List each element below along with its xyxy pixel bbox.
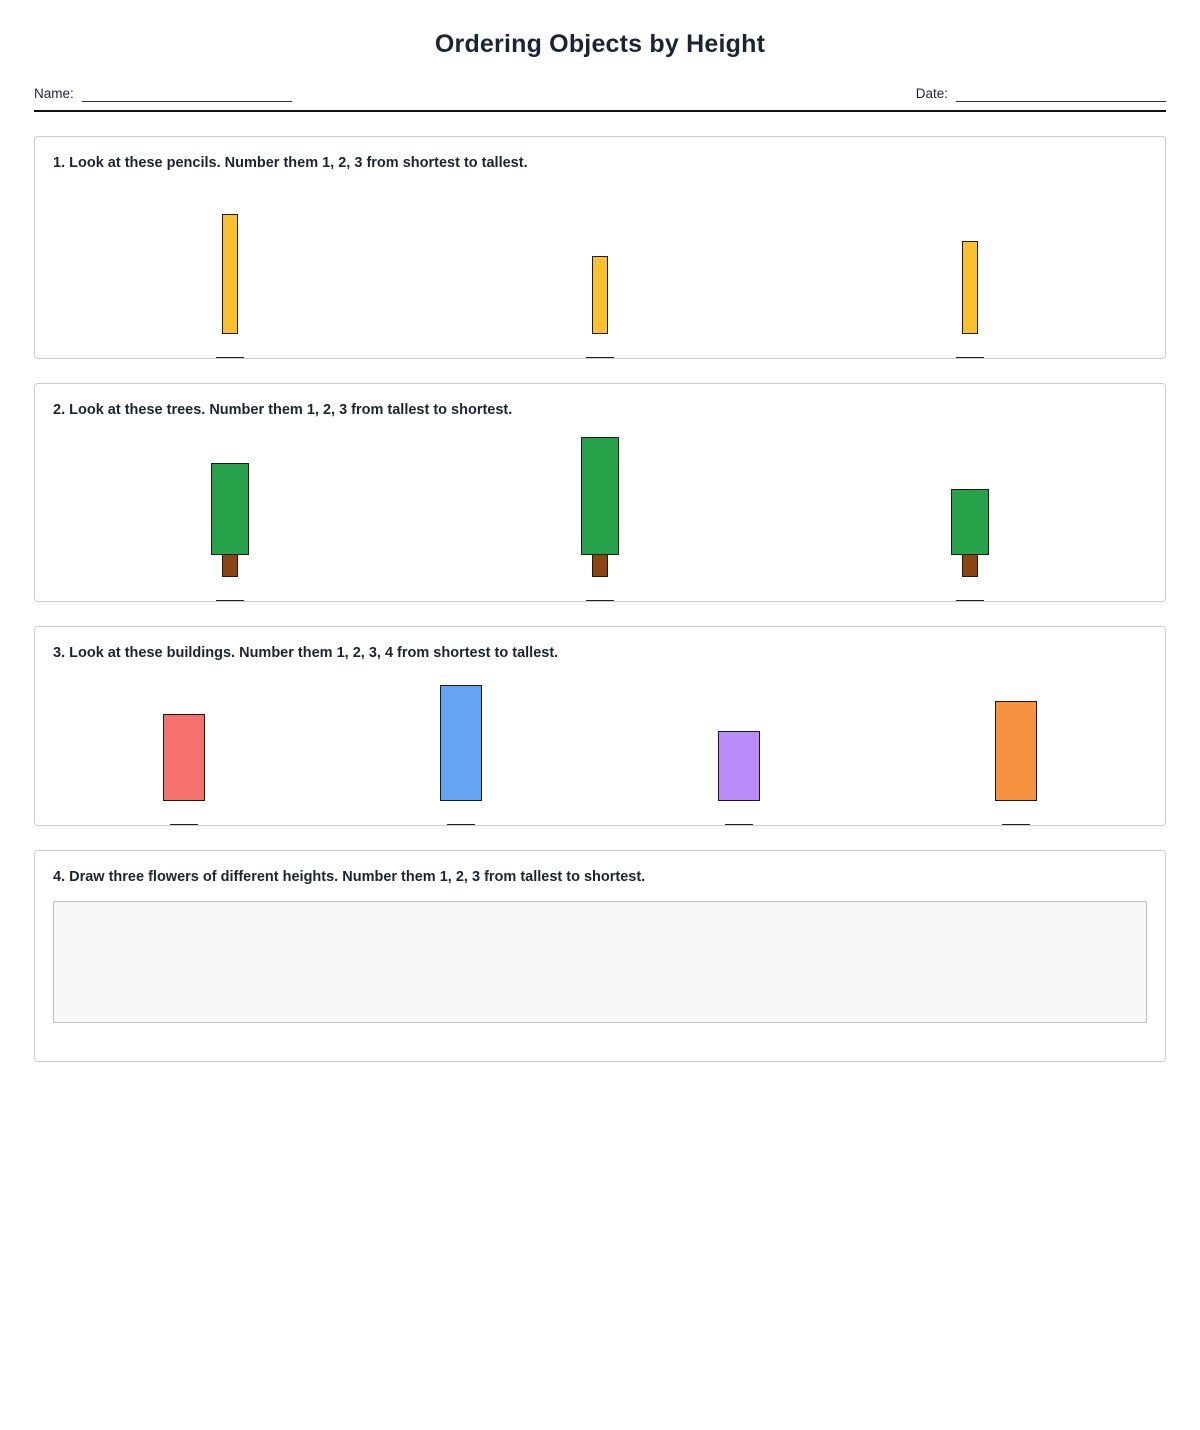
tree-crown [951,489,989,555]
date-field[interactable] [916,87,1166,102]
building-item-2 [440,685,482,825]
tree-item-2 [581,437,619,601]
building-item-4 [995,701,1037,825]
tree-crown [211,463,249,555]
building-icon [995,701,1037,801]
name-date-row [34,87,1166,112]
pencil-item-3 [956,241,984,358]
building-icon [440,685,482,801]
tree-trunk [962,555,978,577]
date-input-line[interactable] [956,88,1166,102]
drawing-area[interactable] [53,901,1147,1023]
tree-trunk [222,555,238,577]
question-2-text: 2. Look at these trees. Number them 1, 2, 3 from tallest to shortest. [53,401,513,418]
answer-blank[interactable] [725,823,753,825]
tree-icon [581,437,619,577]
pencils-row [35,183,1165,358]
name-field[interactable] [34,87,292,102]
date-label: Date: [915,86,948,101]
answer-blank[interactable] [956,356,984,358]
answer-blank[interactable] [170,823,198,825]
building-item-3 [718,731,760,825]
tree-icon [951,489,989,577]
section-pencils [34,136,1166,359]
building-item-1 [163,714,205,825]
answer-blank[interactable] [216,599,244,601]
question-1-text: 1. Look at these pencils. Number them 1, 2, 3 from shortest to tallest. [53,154,528,171]
tree-crown [581,437,619,555]
pencil-item-2 [586,256,614,358]
pencil-icon [592,256,608,334]
page-title: Ordering Objects by Height [434,30,766,58]
section-buildings [34,626,1166,826]
name-input-line[interactable] [82,88,292,102]
tree-item-3 [951,489,989,601]
tree-trunk [592,555,608,577]
answer-blank[interactable] [586,599,614,601]
pencil-item-1 [216,214,244,358]
section-trees [34,383,1166,602]
tree-icon [211,463,249,577]
question-3-text: 3. Look at these buildings. Number them 1, 2, 3, 4 from shortest to tallest. [53,644,559,661]
question-4-text: 4. Draw three flowers of different heights. Number them 1, 2, 3 from tallest to shortest. [53,868,646,885]
answer-blank[interactable] [216,356,244,358]
tree-item-1 [211,463,249,601]
building-icon [718,731,760,801]
answer-blank[interactable] [586,356,614,358]
trees-row [35,426,1165,601]
building-icon [163,714,205,801]
pencil-icon [222,214,238,334]
pencil-icon [962,241,978,334]
answer-blank[interactable] [1002,823,1030,825]
answer-blank[interactable] [447,823,475,825]
buildings-row [35,675,1165,825]
worksheet-page [0,30,1200,1430]
section-draw-flowers [34,850,1166,1062]
name-label: Name: [34,86,74,101]
answer-blank[interactable] [956,599,984,601]
